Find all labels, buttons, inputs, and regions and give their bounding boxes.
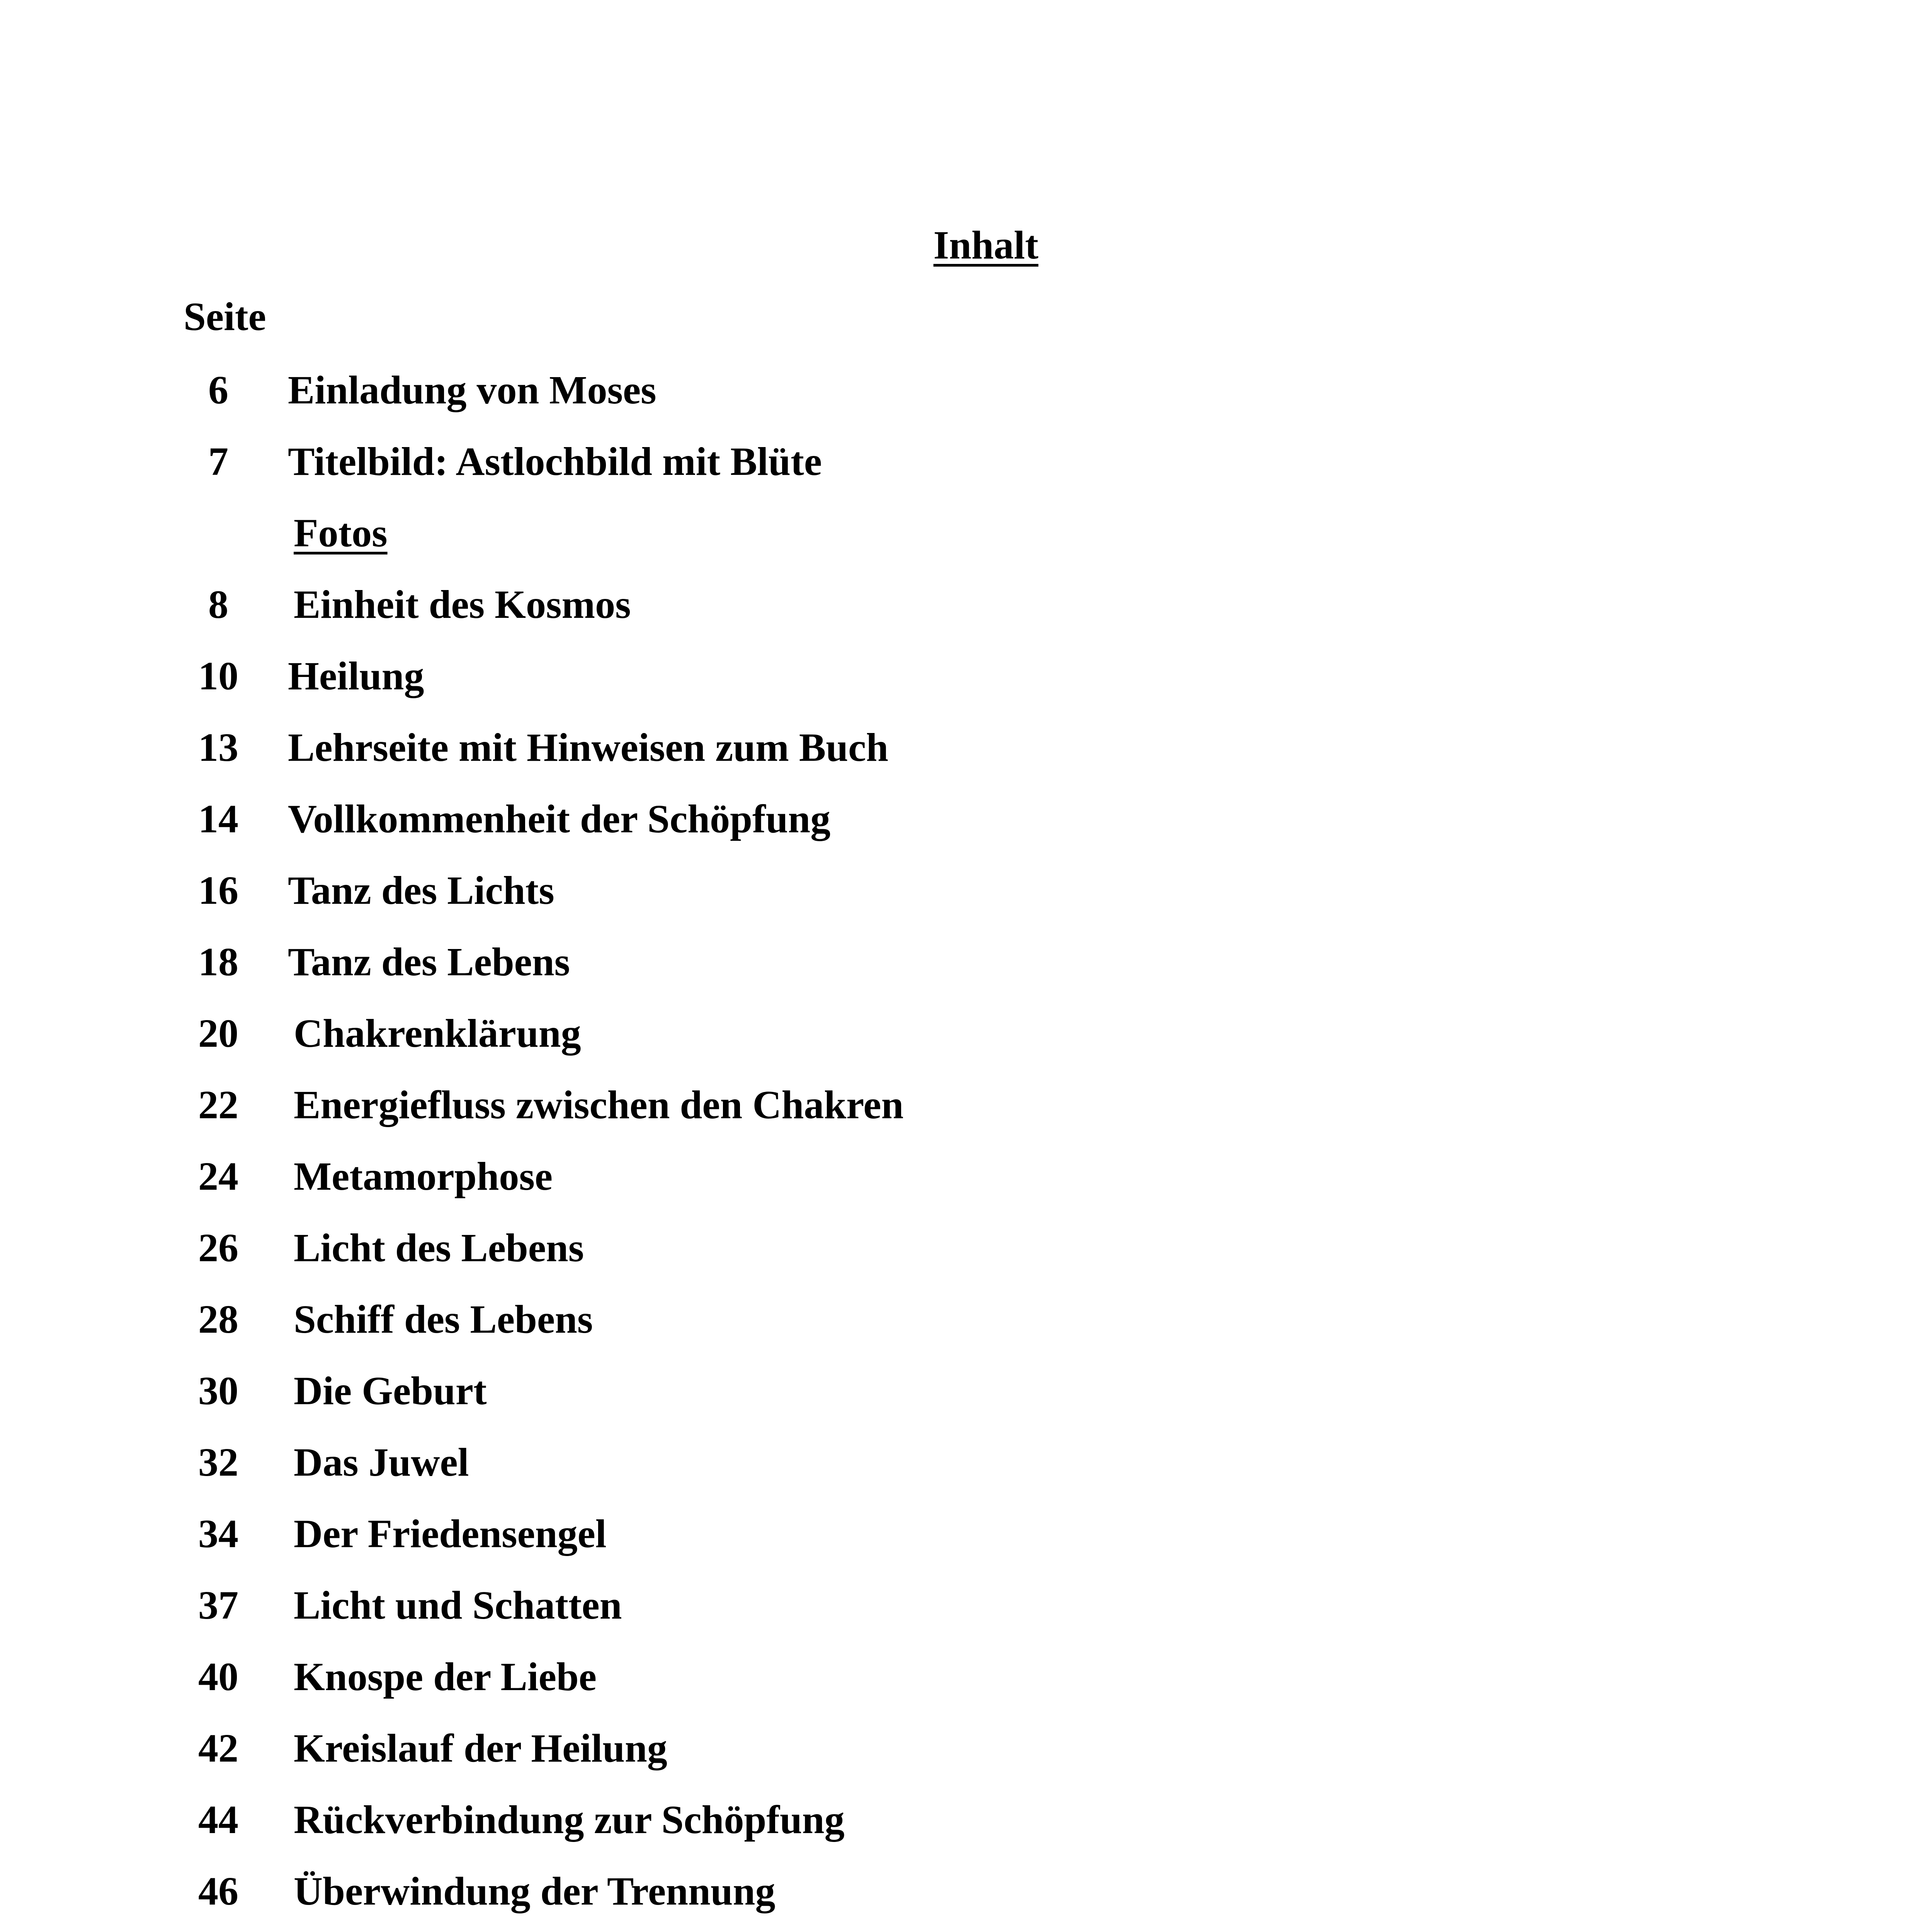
toc-page-number: 32: [198, 1440, 238, 1485]
toc-entry: [0, 1078, 1932, 1132]
toc-entry: [0, 792, 1932, 846]
toc-entry: [0, 435, 1932, 489]
page-title: Inhalt: [933, 223, 1039, 267]
toc-entry: [0, 1435, 1932, 1490]
toc-page-number: 26: [198, 1226, 238, 1270]
toc-entry-label: Vollkommenheit der Schöpfung: [288, 797, 831, 841]
toc-entry: [0, 864, 1932, 918]
toc-entry-label: Chakrenklärung: [294, 1011, 581, 1056]
toc-page-number: 44: [198, 1798, 238, 1842]
toc-entry: [0, 1507, 1932, 1561]
toc-entry-label: Energiefluss zwischen den Chakren: [294, 1083, 904, 1127]
toc-entry-label: Einheit des Kosmos: [294, 582, 631, 627]
toc-entry-label: Knospe der Liebe: [294, 1655, 597, 1699]
toc-page-number: 14: [198, 797, 238, 841]
toc-entry: [0, 721, 1932, 775]
toc-entry: [0, 1864, 1932, 1918]
toc-entry: [0, 1150, 1932, 1204]
toc-entry-label: Titelbild: Astlochbild mit Blüte: [288, 439, 822, 484]
toc-page-number: 20: [198, 1011, 238, 1056]
toc-entry-label: Überwindung der Trennung: [294, 1869, 776, 1913]
toc-entry-label: Die Geburt: [294, 1369, 487, 1413]
toc-entry-label: Tanz des Lichts: [288, 868, 554, 913]
toc-entry-label: Licht und Schatten: [294, 1583, 622, 1628]
toc-entry-label: Heilung: [288, 654, 424, 698]
toc-page-number: 8: [208, 582, 228, 627]
toc-page-number: 40: [198, 1655, 238, 1699]
toc-entry: [0, 1721, 1932, 1776]
toc-page-number: 7: [208, 439, 228, 484]
toc-entry: [0, 1293, 1932, 1347]
toc-page-number: 24: [198, 1154, 238, 1199]
toc-entry-label: Schiff des Lebens: [294, 1297, 593, 1342]
page-column-header: Seite: [184, 294, 266, 339]
toc-entry: [0, 1364, 1932, 1418]
toc-page-number: 18: [198, 940, 238, 984]
toc-entry-label: Lehrseite mit Hinweisen zum Buch: [288, 725, 889, 770]
toc-page-number: 10: [198, 654, 238, 698]
toc-entry-label: Einladung von Moses: [288, 368, 656, 412]
toc-entry: [0, 363, 1932, 417]
toc-entry: [0, 1221, 1932, 1275]
toc-entry-label: Metamorphose: [294, 1154, 553, 1199]
toc-entry: [0, 1007, 1932, 1061]
toc-page-number: 6: [208, 368, 228, 412]
toc-entry: [0, 1650, 1932, 1704]
toc-entry: [0, 1578, 1932, 1633]
toc-entry-label: Rückverbindung zur Schöpfung: [294, 1798, 845, 1842]
toc-entry-label: Kreislauf der Heilung: [294, 1726, 667, 1770]
toc-page-number: 22: [198, 1083, 238, 1127]
toc-page-number: 30: [198, 1369, 238, 1413]
toc-page-number: 46: [198, 1869, 238, 1913]
toc-page-number: 42: [198, 1726, 238, 1770]
toc-page-number: 34: [198, 1512, 238, 1556]
toc-entry-label: Licht des Lebens: [294, 1226, 584, 1270]
toc-page-number: 28: [198, 1297, 238, 1342]
toc-page-number: 13: [198, 725, 238, 770]
toc-entry-label: Der Friedensengel: [294, 1512, 607, 1556]
toc-entry-label: Tanz des Lebens: [288, 940, 570, 984]
toc-entry: [0, 578, 1932, 632]
toc-entry: [0, 1793, 1932, 1847]
section-heading-fotos: Fotos: [294, 511, 388, 555]
toc-entry: [0, 649, 1932, 703]
toc-page-number: 37: [198, 1583, 238, 1628]
toc-entry: [0, 935, 1932, 989]
toc-entry-label: Das Juwel: [294, 1440, 469, 1485]
toc-page-number: 16: [198, 868, 238, 913]
